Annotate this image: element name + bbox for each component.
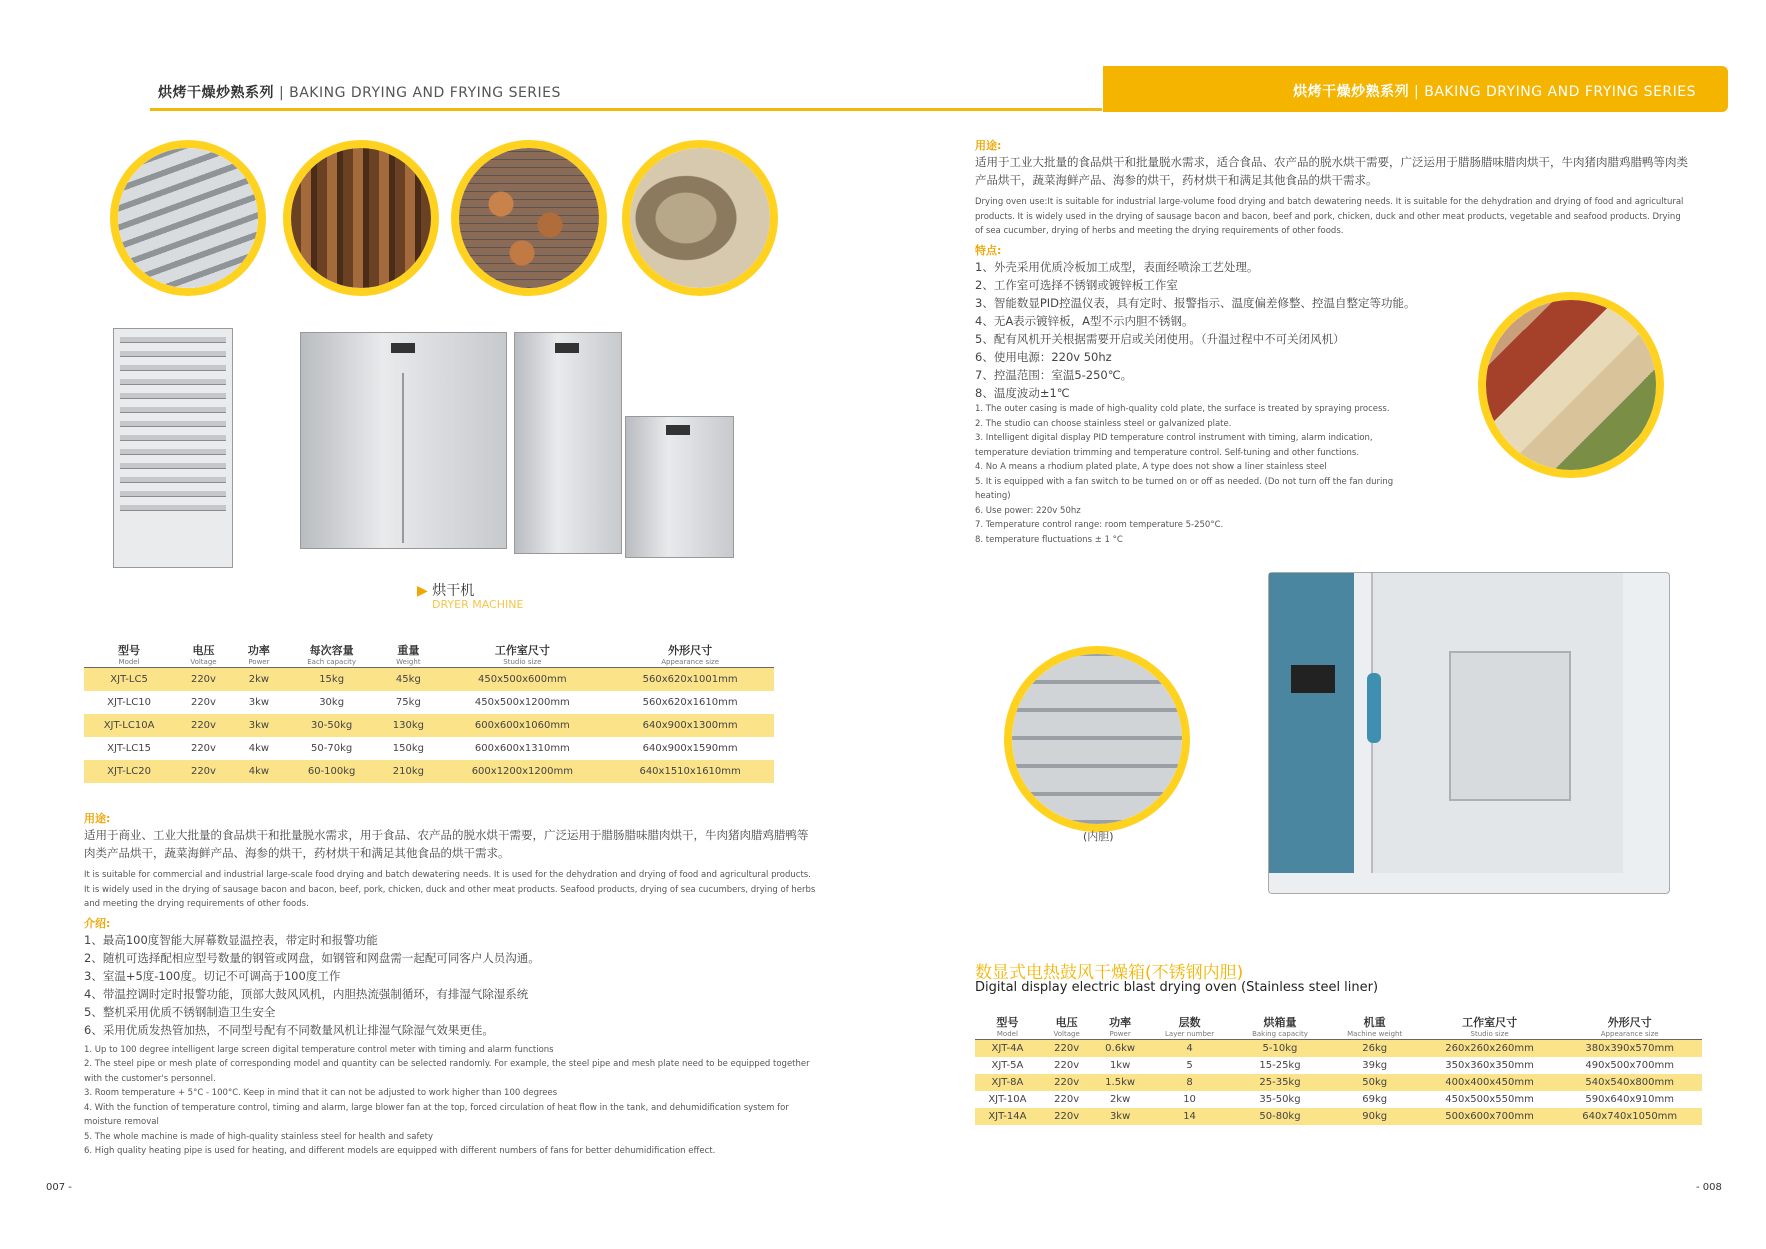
photo-meat-circle	[283, 140, 439, 296]
table-cell: 4kw	[233, 760, 285, 783]
table-cell: 50-80kg	[1232, 1108, 1327, 1125]
table-cell: 130kg	[378, 714, 438, 737]
table-cell: XJT-LC20	[84, 760, 174, 783]
table-row	[975, 1074, 1702, 1091]
table-row	[84, 691, 774, 714]
dryer-caption	[417, 580, 474, 600]
table-cell: 25-35kg	[1232, 1074, 1327, 1091]
inner-liner-label: (内胆)	[1083, 830, 1114, 843]
right-header-text: 烘烤干燥炒熟系列 | BAKING DRYING AND FRYING SERIES	[1293, 84, 1696, 100]
table-cell: 560x620x1610mm	[642, 697, 738, 708]
table-cell: 640x900x1590mm	[642, 743, 738, 754]
photo-seafood-circle	[622, 140, 778, 296]
table-cell: 4kw	[248, 743, 270, 754]
table-header: 烘箱量 Baking capacity	[1252, 1016, 1308, 1038]
table-cell: 500x600x700mm	[1422, 1108, 1558, 1125]
table-cell: 600x600x1060mm	[438, 714, 606, 737]
rack-photo	[118, 148, 258, 288]
right-usage-cn: 适用于工业大批量的食品烘干和批量脱水需求，适合食品、农产品的脱水烘干需要，广泛运用于腊肠腊味腊肉烘干，牛肉猪肉腊鸡腊鸭等肉类产品烘干，蔬菜海鲜产品、海参的烘干，药材烘干和满足其他食品的烘干需求。	[975, 155, 1688, 187]
dried-seafood-photo	[630, 148, 770, 288]
grains-circle	[1478, 292, 1664, 478]
header-sep: |	[274, 85, 290, 101]
list-item: 3、智能数显PID控温仪表，具有定时、报警指示、温度偏差修整、控温自整定等功能。	[975, 296, 1416, 310]
table-header: 功率 Power	[1109, 1016, 1132, 1038]
list-item: 2、工作室可选择不锈钢或镀锌板工作室	[975, 278, 1178, 292]
usage-cn: 适用于商业、工业大批量的食品烘干和批量脱水需求，用于食品、农产品的脱水烘干需要，广泛运用于腊肠腊味腊肉烘干，牛肉猪肉腊鸡腊鸭等肉类产品烘干，蔬菜海鲜产品、海参的烘干，药材烘干和满足其他食品的烘干需求。	[84, 828, 809, 860]
table-cell: 2kw	[233, 668, 285, 692]
dryer-machine-small	[625, 416, 734, 558]
table-cell: 90kg	[1328, 1108, 1422, 1125]
table-row	[84, 760, 774, 783]
list-item: 1、外壳采用优质冷板加工成型，表面经喷涂工艺处理。	[975, 260, 1259, 274]
table-header: 外形尺寸 Appearance size	[1600, 1016, 1659, 1038]
list-item: 2、随机可选择配相应型号数量的钢管或网盘，如钢管和网盘需一起配可同客户人员沟通。	[84, 950, 540, 965]
table-cell: 220v	[190, 697, 216, 708]
table-cell: 35-50kg	[1259, 1094, 1301, 1105]
table-cell: 210kg	[378, 760, 438, 783]
table-cell: 4	[1147, 1040, 1233, 1058]
table-header: 电压 Voltage	[190, 644, 217, 666]
table-row	[84, 668, 774, 692]
table-cell: XJT-4A	[975, 1040, 1040, 1058]
caption-cn: 烘干机	[432, 583, 475, 599]
table-cell: 600x1200x1200mm	[438, 760, 606, 783]
table-cell: 26kg	[1328, 1040, 1422, 1058]
table-row	[975, 1108, 1702, 1125]
table-cell: 10	[1183, 1094, 1196, 1105]
list-item: 1. The outer casing is made of high-quality cold plate, the surface is treated by spraying process.	[975, 404, 1390, 414]
table-cell: 400x400x450mm	[1422, 1074, 1558, 1091]
tray-rack-image	[113, 328, 233, 568]
table-cell: 560x620x1001mm	[606, 668, 774, 692]
table-cell: XJT-5A	[991, 1060, 1024, 1071]
caption-en: DRYER MACHINE	[432, 598, 524, 611]
product-title-en: Digital display electric blast drying oven (Stainless steel liner)	[975, 980, 1379, 995]
table-cell: XJT-LC5	[84, 668, 174, 692]
play-arrow-icon: ▶	[417, 583, 428, 599]
intro-title: 介绍:	[84, 916, 111, 930]
right-header-bar	[1103, 66, 1728, 112]
table-cell: XJT-14A	[975, 1108, 1040, 1125]
table-cell: 260x260x260mm	[1422, 1040, 1558, 1058]
table-cell: 220v	[1054, 1094, 1080, 1105]
food-slices-photo	[459, 148, 599, 288]
features-cn-list	[975, 258, 1425, 402]
table-header: 层数 Layer number	[1165, 1016, 1215, 1038]
table-cell: 30-50kg	[285, 714, 378, 737]
table-cell: 39kg	[1362, 1060, 1388, 1071]
features-title: 特点:	[975, 244, 1002, 257]
table-cell: 60-100kg	[285, 760, 378, 783]
inner-liner-photo	[1012, 654, 1182, 824]
list-item: 5. It is equipped with a fan switch to be turned on or off as needed. (Do not turn off the fan during heating)	[975, 476, 1394, 501]
list-item: 5. The whole machine is made of high-quality stainless steel for health and safety	[84, 1131, 434, 1142]
table-header: 型号 Model	[118, 644, 141, 666]
table-cell: 220v	[174, 668, 233, 692]
table-cell: 640x900x1300mm	[606, 714, 774, 737]
table-cell: 50-70kg	[311, 743, 353, 754]
list-item: 3. Room temperature + 5°C - 100°C. Keep in mind that it can not be adjusted to work higher than 100 degrees	[84, 1088, 558, 1098]
page-number-right: - 008	[1696, 1182, 1722, 1193]
table-header: 重量 Weight	[396, 644, 421, 666]
table-cell: 490x500x700mm	[1585, 1060, 1674, 1071]
product-title-cn: 数显式电热鼓风干燥箱(不锈钢内胆)	[975, 963, 1244, 983]
table-cell: 45kg	[378, 668, 438, 692]
list-item: 1. Up to 100 degree intelligent large screen digital temperature control meter with timing and alarm functions	[84, 1044, 554, 1055]
list-item: 6. High quality heating pipe is used for heating, and different models are equipped with different numbers of fans for better dehumidification effect.	[84, 1146, 716, 1156]
right-usage-block	[975, 137, 1690, 239]
dried-meat-photo	[291, 148, 431, 288]
inner-liner-circle	[1004, 646, 1190, 832]
table-header: 每次容量 Each capacity	[307, 644, 357, 666]
right-usage-en: Drying oven use:It is suitable for industrial large-volume food drying and batch dewatering needs. It is suitable for the dehydration and drying of food and agricultural products. It is widely used in the drying of sausage bacon and bacon, beef and pork, chicken, duck and other meat products, vegetable and seafood products. Drying of sea cucumber, drying of herbs and meeting the drying requirements of other foods.	[975, 197, 1684, 236]
list-item: 8. temperature fluctuations ± 1 °C	[975, 534, 1123, 545]
header-cn: 烘烤干燥炒熟系列	[158, 85, 274, 101]
table-cell: 540x540x800mm	[1557, 1074, 1702, 1091]
table-cell: XJT-LC15	[107, 743, 151, 754]
table-cell: XJT-LC10A	[84, 714, 174, 737]
table-cell: 5	[1186, 1060, 1193, 1071]
list-item: 5、配有风机开关根据需要开启或关闭使用。（升温过程中不可关闭风机）	[975, 332, 1345, 346]
table-cell: 75kg	[395, 697, 421, 708]
table-cell: 1kw	[1109, 1060, 1131, 1071]
table-header: 电压 Voltage	[1053, 1016, 1080, 1038]
header-rule	[150, 108, 1102, 111]
grains-photo	[1486, 300, 1656, 470]
table-cell: 2kw	[1109, 1094, 1131, 1105]
dryer-machine-double-door	[300, 332, 507, 549]
list-item: 6、使用电源：220v 50hz	[975, 350, 1112, 364]
list-item: 6、采用优质发热管加热，不同型号配有不同数量风机让排湿气除湿气效果更佳。	[84, 1022, 494, 1037]
table-header: 型号 Model	[996, 1016, 1019, 1038]
photo-slices-circle	[451, 140, 607, 296]
table-cell: 150kg	[392, 743, 424, 754]
list-item: 1、最高100度智能大屏幕数显温控表，带定时和报警功能	[84, 932, 378, 947]
table-cell: 450x500x600mm	[438, 668, 606, 692]
list-item: 5、整机采用优质不锈钢制造卫生安全	[84, 1004, 276, 1019]
table-cell: 3kw	[233, 714, 285, 737]
table-cell: 220v	[1040, 1108, 1094, 1125]
table-cell: 5-10kg	[1232, 1040, 1327, 1058]
table-header: 机重 Machine weight	[1347, 1016, 1403, 1038]
table-row	[975, 1057, 1702, 1074]
header-en: BAKING DRYING AND FRYING SERIES	[289, 85, 561, 101]
table-header: 外形尺寸 Appearance size	[661, 644, 720, 666]
list-item: 7. Temperature control range: room temperature 5-250°C.	[975, 520, 1224, 530]
blast-drying-oven-image	[1268, 572, 1670, 894]
table-cell: 15-25kg	[1259, 1060, 1301, 1071]
table-cell: XJT-8A	[975, 1074, 1040, 1091]
table-cell: 220v	[190, 743, 216, 754]
table-cell: 30kg	[319, 697, 345, 708]
list-item: 3. Intelligent digital display PID temperature control instrument with timing, alarm indication, temperature deviation trimming and temperature control. Self-tuning and other functions.	[975, 433, 1373, 458]
list-item: 7、控温范围：室温5-250℃。	[975, 368, 1133, 382]
usage-en: It is suitable for commercial and industrial large-scale food drying and batch dewatering needs. It is used for the dehydration and drying of food and agricultural products. It is widely used in the drying of sausage bacon and bacon, beef, pork, chicken, duck and other meat products. Seafood products, drying of sea cucumbers, drying of herbs and meeting the drying requirements of other foods.	[84, 870, 816, 909]
table-row	[84, 737, 774, 760]
table-cell: XJT-LC10	[107, 697, 151, 708]
features-block	[975, 242, 1425, 547]
table-cell: 640x1510x1610mm	[606, 760, 774, 783]
dryer-machine-single-door	[514, 332, 622, 554]
list-item: 2. The studio can choose stainless steel or galvanized plate.	[975, 418, 1232, 429]
list-item: 6. Use power: 220v 50hz	[975, 505, 1081, 516]
table-cell: 0.6kw	[1094, 1040, 1147, 1058]
table-cell: 8	[1147, 1074, 1233, 1091]
list-item: 4、无A表示镀锌板，A型不示内胆不锈钢。	[975, 314, 1194, 328]
intro-en-list	[84, 1043, 819, 1159]
left-header	[158, 82, 561, 102]
table-cell: 220v	[174, 714, 233, 737]
table-header: 工作室尺寸 Studio size	[494, 644, 550, 666]
usage-title: 用途:	[84, 812, 111, 825]
left-usage-block	[84, 810, 819, 1159]
table-cell: 380x390x570mm	[1557, 1040, 1702, 1058]
list-item: 4. No A means a rhodium plated plate, A type does not show a liner stainless steel	[975, 462, 1327, 472]
table-cell: 220v	[174, 760, 233, 783]
oven-spec-table	[975, 1012, 1702, 1125]
list-item: 8、温度波动±1℃	[975, 386, 1070, 400]
table-cell: 3kw	[248, 697, 270, 708]
table-cell: 3kw	[1094, 1108, 1147, 1125]
table-cell: 220v	[1054, 1060, 1080, 1071]
table-cell: 1.5kw	[1094, 1074, 1147, 1091]
list-item: 3、室温+5度-100度。切记不可调高于100度工作	[84, 968, 341, 983]
table-cell: 14	[1147, 1108, 1233, 1125]
features-en-list	[975, 402, 1425, 547]
table-cell: 50kg	[1328, 1074, 1422, 1091]
table-row	[975, 1091, 1702, 1108]
table-cell: XJT-10A	[988, 1094, 1027, 1105]
list-item: 4、带温控调时定时报警功能，顶部大鼓风风机，内胆热流强制循环，有排湿气除湿系统	[84, 986, 529, 1001]
table-cell: 640x740x1050mm	[1557, 1108, 1702, 1125]
table-cell: 69kg	[1362, 1094, 1388, 1105]
table-cell: 450x500x550mm	[1445, 1094, 1534, 1105]
list-item: 4. With the function of temperature control, timing and alarm, large blower fan at the top, forced circulation of heat flow in the tank, and dehumidification system for moisture removal	[84, 1102, 789, 1127]
table-cell: 450x500x1200mm	[474, 697, 570, 708]
table-row	[84, 714, 774, 737]
table-cell: 15kg	[285, 668, 378, 692]
table-header: 工作室尺寸 Studio size	[1462, 1016, 1518, 1038]
table-row	[975, 1040, 1702, 1058]
photo-rack-circle	[110, 140, 266, 296]
table-cell: 590x640x910mm	[1585, 1094, 1674, 1105]
table-header: 功率 Power	[247, 644, 270, 666]
table-cell: 220v	[1040, 1074, 1094, 1091]
list-item: 2. The steel pipe or mesh plate of corresponding model and quantity can be selected randomly. For example, the steel pipe and mesh plate need to be equipped together with the customer's personnel.	[84, 1059, 810, 1084]
table-cell: 350x360x350mm	[1445, 1060, 1534, 1071]
dryer-spec-table	[84, 640, 774, 783]
right-usage-title: 用途:	[975, 139, 1002, 152]
table-cell: 600x600x1310mm	[474, 743, 570, 754]
page-number-left: 007 -	[46, 1182, 72, 1193]
intro-cn-list	[84, 931, 819, 1039]
table-cell: 220v	[1040, 1040, 1094, 1058]
